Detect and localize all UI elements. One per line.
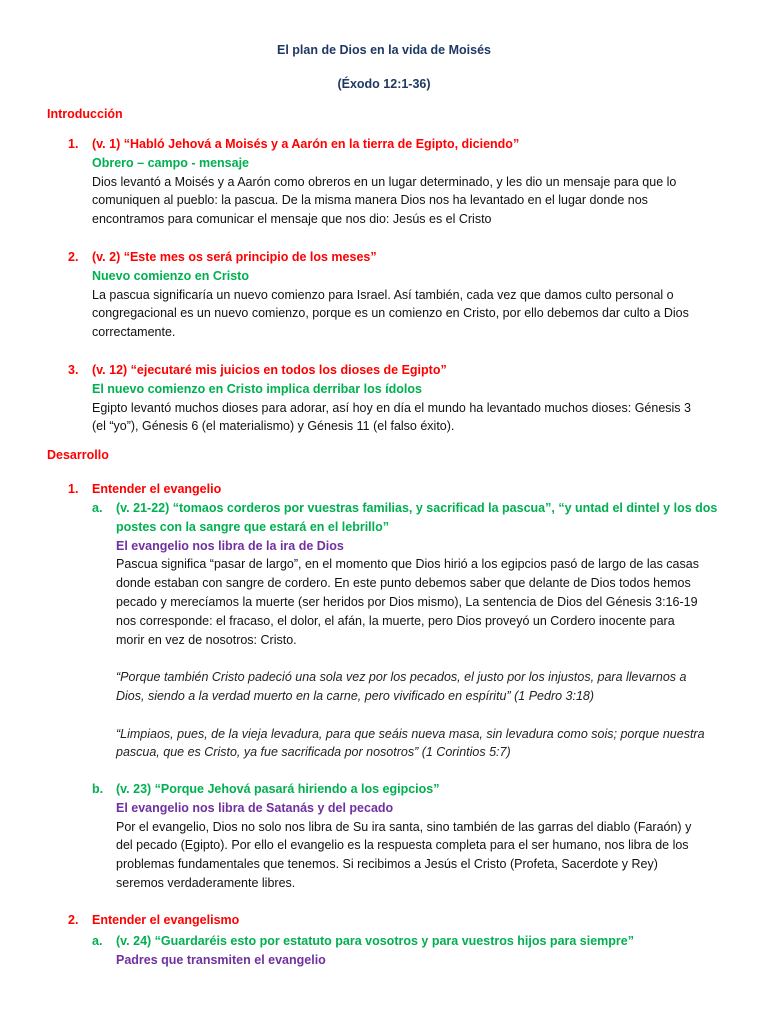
scripture-reference: (Éxodo 12:1-36) xyxy=(337,77,431,91)
intro-item-2-verse: (v. 2) “Este mes os será principio de los meses” xyxy=(92,250,377,264)
development-point-2-label: Entender el evangelismo xyxy=(92,913,240,927)
development-point-1b-verse: (v. 23) “Porque Jehová pasará hiriendo a los egipcios” xyxy=(116,782,440,796)
development-point-1a xyxy=(92,499,741,762)
intro-item-1-subtitle: Obrero – campo - mensaje xyxy=(92,155,250,170)
development-point-1 xyxy=(68,480,732,499)
intro-item-2-subtitle: Nuevo comienzo en Cristo xyxy=(92,268,249,283)
development-point-2a-verse: (v. 24) “Guardaréis esto por estatuto para vosotros y para vuestros hijos para siempre” xyxy=(116,934,634,948)
section-heading-intro: Introducción xyxy=(47,107,123,121)
development-point-1b-line: seremos verdaderamente libres. xyxy=(116,875,296,890)
development-point-1a-line: morir en vez de nosotros: Cristo. xyxy=(116,632,297,647)
intro-item-1-number: 1. xyxy=(68,137,79,151)
quote-1-corintios-line: pascua, que es Cristo, ya fue sacrificada por nosotros” (1 Corintios 5:7) xyxy=(116,745,511,760)
development-point-1a-line: nos corresponde: el fracaso, el dolor, el afán, la muerte, pero Dios proveyó un Cordero inocente para xyxy=(116,613,675,628)
section-heading-development: Desarrollo xyxy=(47,448,109,462)
development-point-1a-line: donde estaban con sangre de cordero. En este punto debemos saber que delante de Dios todos hemos xyxy=(116,576,691,591)
development-point-1a-line: pecado y merecíamos la muerte (ser heridos por Dios mismo), La sentencia de Dios del Génesis 3:16-19 xyxy=(116,594,698,609)
document-title: El plan de Dios en la vida de Moisés xyxy=(277,43,491,57)
development-point-1b-line: problemas fundamentales que tenemos. Si recibimos a Jesús el Cristo (Profeta, Sacerdote y Rey) xyxy=(116,857,658,872)
development-point-2-number: 2. xyxy=(68,913,79,927)
intro-item-1-line: Dios levantó a Moisés y a Aarón como obreros en un lugar determinado, y les dio un mensaje para que lo xyxy=(92,174,677,189)
development-point-1b-letter: b. xyxy=(92,782,104,796)
development-point-1a-line: Pascua significa “pasar de largo”, en el momento que Dios hirió a los egipcios pasó de largo de las casas xyxy=(116,557,699,572)
development-point-1-label: Entender el evangelio xyxy=(92,482,222,496)
development-point-2 xyxy=(68,911,732,930)
intro-item-3-number: 3. xyxy=(68,363,79,377)
development-point-1b xyxy=(92,780,741,893)
quote-1-pedro-line: Dios, siendo a la verdad muerto en la carne, pero vivificado en espíritu” (1 Pedro 3:18) xyxy=(116,688,595,703)
development-point-1a-subtitle: El evangelio nos libra de la ira de Dios xyxy=(116,538,344,553)
intro-item-3-line: (el “yo”), Génesis 6 (el materialismo) y Génesis 11 (el falso éxito). xyxy=(92,419,455,434)
development-point-1a-verse: postes con la sangre que estará en el lebrillo” xyxy=(116,519,390,534)
intro-item-1-verse: (v. 1) “Habló Jehová a Moisés y a Aarón en la tierra de Egipto, diciendo” xyxy=(92,137,520,151)
intro-item-2-line: correctamente. xyxy=(92,325,176,340)
development-point-2a-subtitle: Padres que transmiten el evangelio xyxy=(116,952,326,967)
intro-item-1 xyxy=(68,135,732,229)
quote-1-pedro-line: “Porque también Cristo padeció una sola vez por los pecados, el justo por los injustos, para llevarnos a xyxy=(116,670,687,685)
development-point-1a-verse: (v. 21-22) “tomaos corderos por vuestras familias, y sacrificad la pascua”, “y untad el dintel y los dos xyxy=(116,501,718,515)
intro-item-2-number: 2. xyxy=(68,250,79,264)
development-point-1b-line: del pecado (Egipto). Por ello el evangelio es la respuesta completa para el ser humano, nos libra de los xyxy=(116,838,689,853)
intro-item-2 xyxy=(68,248,732,342)
intro-item-1-line: encontramos para comunicar el mensaje que nos dio: Jesús es el Cristo xyxy=(92,212,492,227)
development-point-1a-letter: a. xyxy=(92,501,103,515)
development-point-1-number: 1. xyxy=(68,482,79,496)
development-point-1b-subtitle: El evangelio nos libra de Satanás y del pecado xyxy=(116,800,394,815)
intro-item-3-subtitle: El nuevo comienzo en Cristo implica derribar los ídolos xyxy=(92,381,422,396)
development-point-2a-letter: a. xyxy=(92,934,103,948)
intro-item-2-line: La pascua significaría un nuevo comienzo para Israel. Así también, cada vez que damos culto personal o xyxy=(92,287,674,302)
intro-item-3 xyxy=(68,361,732,436)
intro-item-1-line: comuniquen al pueblo: la pascua. De la misma manera Dios nos ha levantado en el lugar donde nos xyxy=(92,193,648,208)
development-point-2a xyxy=(92,932,741,970)
development-point-1b-line: Por el evangelio, Dios no solo nos libra de Su ira santa, sino también de las garras del diablo (Faraón) y xyxy=(116,819,692,834)
intro-item-3-line: Egipto levantó muchos dioses para adorar, así hoy en día el mundo ha levantado muchos dioses: Génesis 3 xyxy=(92,400,691,415)
quote-1-corintios-line: “Limpiaos, pues, de la vieja levadura, para que seáis nueva masa, sin levadura como sois; porque nuestra xyxy=(116,726,705,741)
intro-item-3-verse: (v. 12) “ejecutaré mis juicios en todos los dioses de Egipto” xyxy=(92,363,447,377)
intro-item-2-line: congregacional es un nuevo comienzo, porque es un comienzo en Cristo, por ello debemos dar culto a Dios xyxy=(92,306,689,321)
